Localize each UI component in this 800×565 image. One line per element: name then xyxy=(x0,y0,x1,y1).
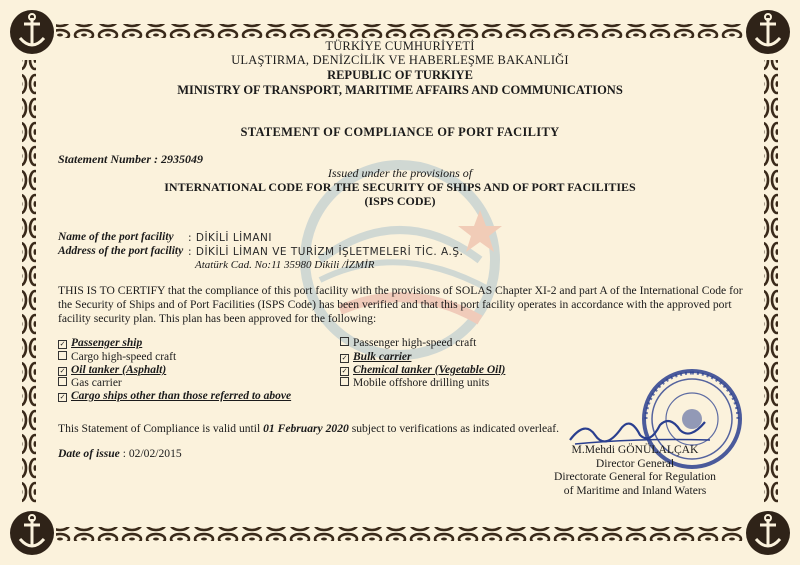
signatory-block xyxy=(520,443,750,497)
code-title: INTERNATIONAL CODE FOR THE SECURITY OF SHIPS AND OF PORT FACILITIES xyxy=(164,180,636,194)
checkbox-unchecked xyxy=(340,377,349,386)
checkbox-checked: ✓ xyxy=(341,354,348,362)
checkbox-checked: ✓ xyxy=(59,340,66,348)
signatory-org-line1: Directorate General for Regulation xyxy=(554,470,716,483)
anchor-corner-icon xyxy=(742,507,794,559)
header-line-1: TÜRKİYE CUMHURİYETİ xyxy=(325,39,475,53)
facility-name-label: Name of the port facility xyxy=(58,231,174,243)
option-passenger-ship: ✓ Passenger ship xyxy=(59,337,143,349)
certify-paragraph: THIS IS TO CERTIFY that the compliance of this port facility with the provisions of SOLAS Chapter XI-2 and part A of the International Code for the Security of Ships and of Port Facilities (ISPS Code) has been verified and that this port facility operates in accordance with the approved port facility security plan. This plan has been approved for the following: xyxy=(58,284,743,326)
facility-name-value: : DİKİLİ LİMANI xyxy=(188,232,272,244)
option-chemical-tanker: ✓ Chemical tanker (Vegetable Oil) xyxy=(341,364,506,376)
checkbox-unchecked xyxy=(340,337,349,346)
validity-date: 01 February 2020 xyxy=(263,422,349,435)
option-oil-tanker: ✓ Oil tanker (Asphalt) xyxy=(59,364,167,376)
option-mobile-offshore-drilling: Mobile offshore drilling units xyxy=(340,377,489,389)
option-passenger-high-speed-craft: Passenger high-speed craft xyxy=(340,337,476,349)
option-bulk-carrier: ✓ Bulk carrier xyxy=(341,351,412,363)
option-cargo-ships-other: ✓ Cargo ships other than those referred to above xyxy=(59,390,292,402)
date-of-issue: Date of issue : 02/02/2015 xyxy=(58,447,182,460)
signatory-org-line2: of Maritime and Inland Waters xyxy=(563,483,707,497)
facility-address-label: Address of the port facility xyxy=(58,245,184,257)
checkbox-checked: ✓ xyxy=(59,393,66,401)
header-line-4: MINISTRY OF TRANSPORT, MARITIME AFFAIRS AND COMMUNICATIONS xyxy=(177,83,623,97)
header-line-2: ULAŞTIRMA, DENİZCİLİK VE HABERLEŞME BAKANLIĞI xyxy=(231,53,569,67)
page-title: STATEMENT OF COMPLIANCE OF PORT FACILITY xyxy=(240,125,560,139)
option-cargo-high-speed-craft: Cargo high-speed craft xyxy=(58,351,176,363)
validity-statement: This Statement of Compliance is valid until 01 February 2020 subject to verifications as indicated overleaf. xyxy=(58,422,560,435)
checkbox-unchecked xyxy=(58,351,67,360)
checkbox-checked: ✓ xyxy=(341,367,348,375)
facility-address-value: : DİKİLİ LİMAN VE TURİZM İŞLETMELERİ TİC. A.Ş. xyxy=(188,246,464,258)
issued-under: Issued under the provisions of xyxy=(327,166,473,180)
signatory-name: M.Mehdi GÖNÜLALÇAK xyxy=(571,443,699,456)
checkbox-checked: ✓ xyxy=(59,367,66,375)
code-abbreviation: (ISPS CODE) xyxy=(364,194,436,208)
option-gas-carrier: Gas carrier xyxy=(58,377,122,389)
anchor-corner-icon xyxy=(6,507,58,559)
header-line-3: REPUBLIC OF TURKIYE xyxy=(327,68,473,82)
checkbox-unchecked xyxy=(58,377,67,386)
signatory-title: Director General xyxy=(595,456,675,470)
facility-address-line2: Atatürk Cad. No:11 35980 Dikili /İZMİR xyxy=(195,259,375,271)
statement-number: Statement Number : 2935049 xyxy=(58,152,204,166)
